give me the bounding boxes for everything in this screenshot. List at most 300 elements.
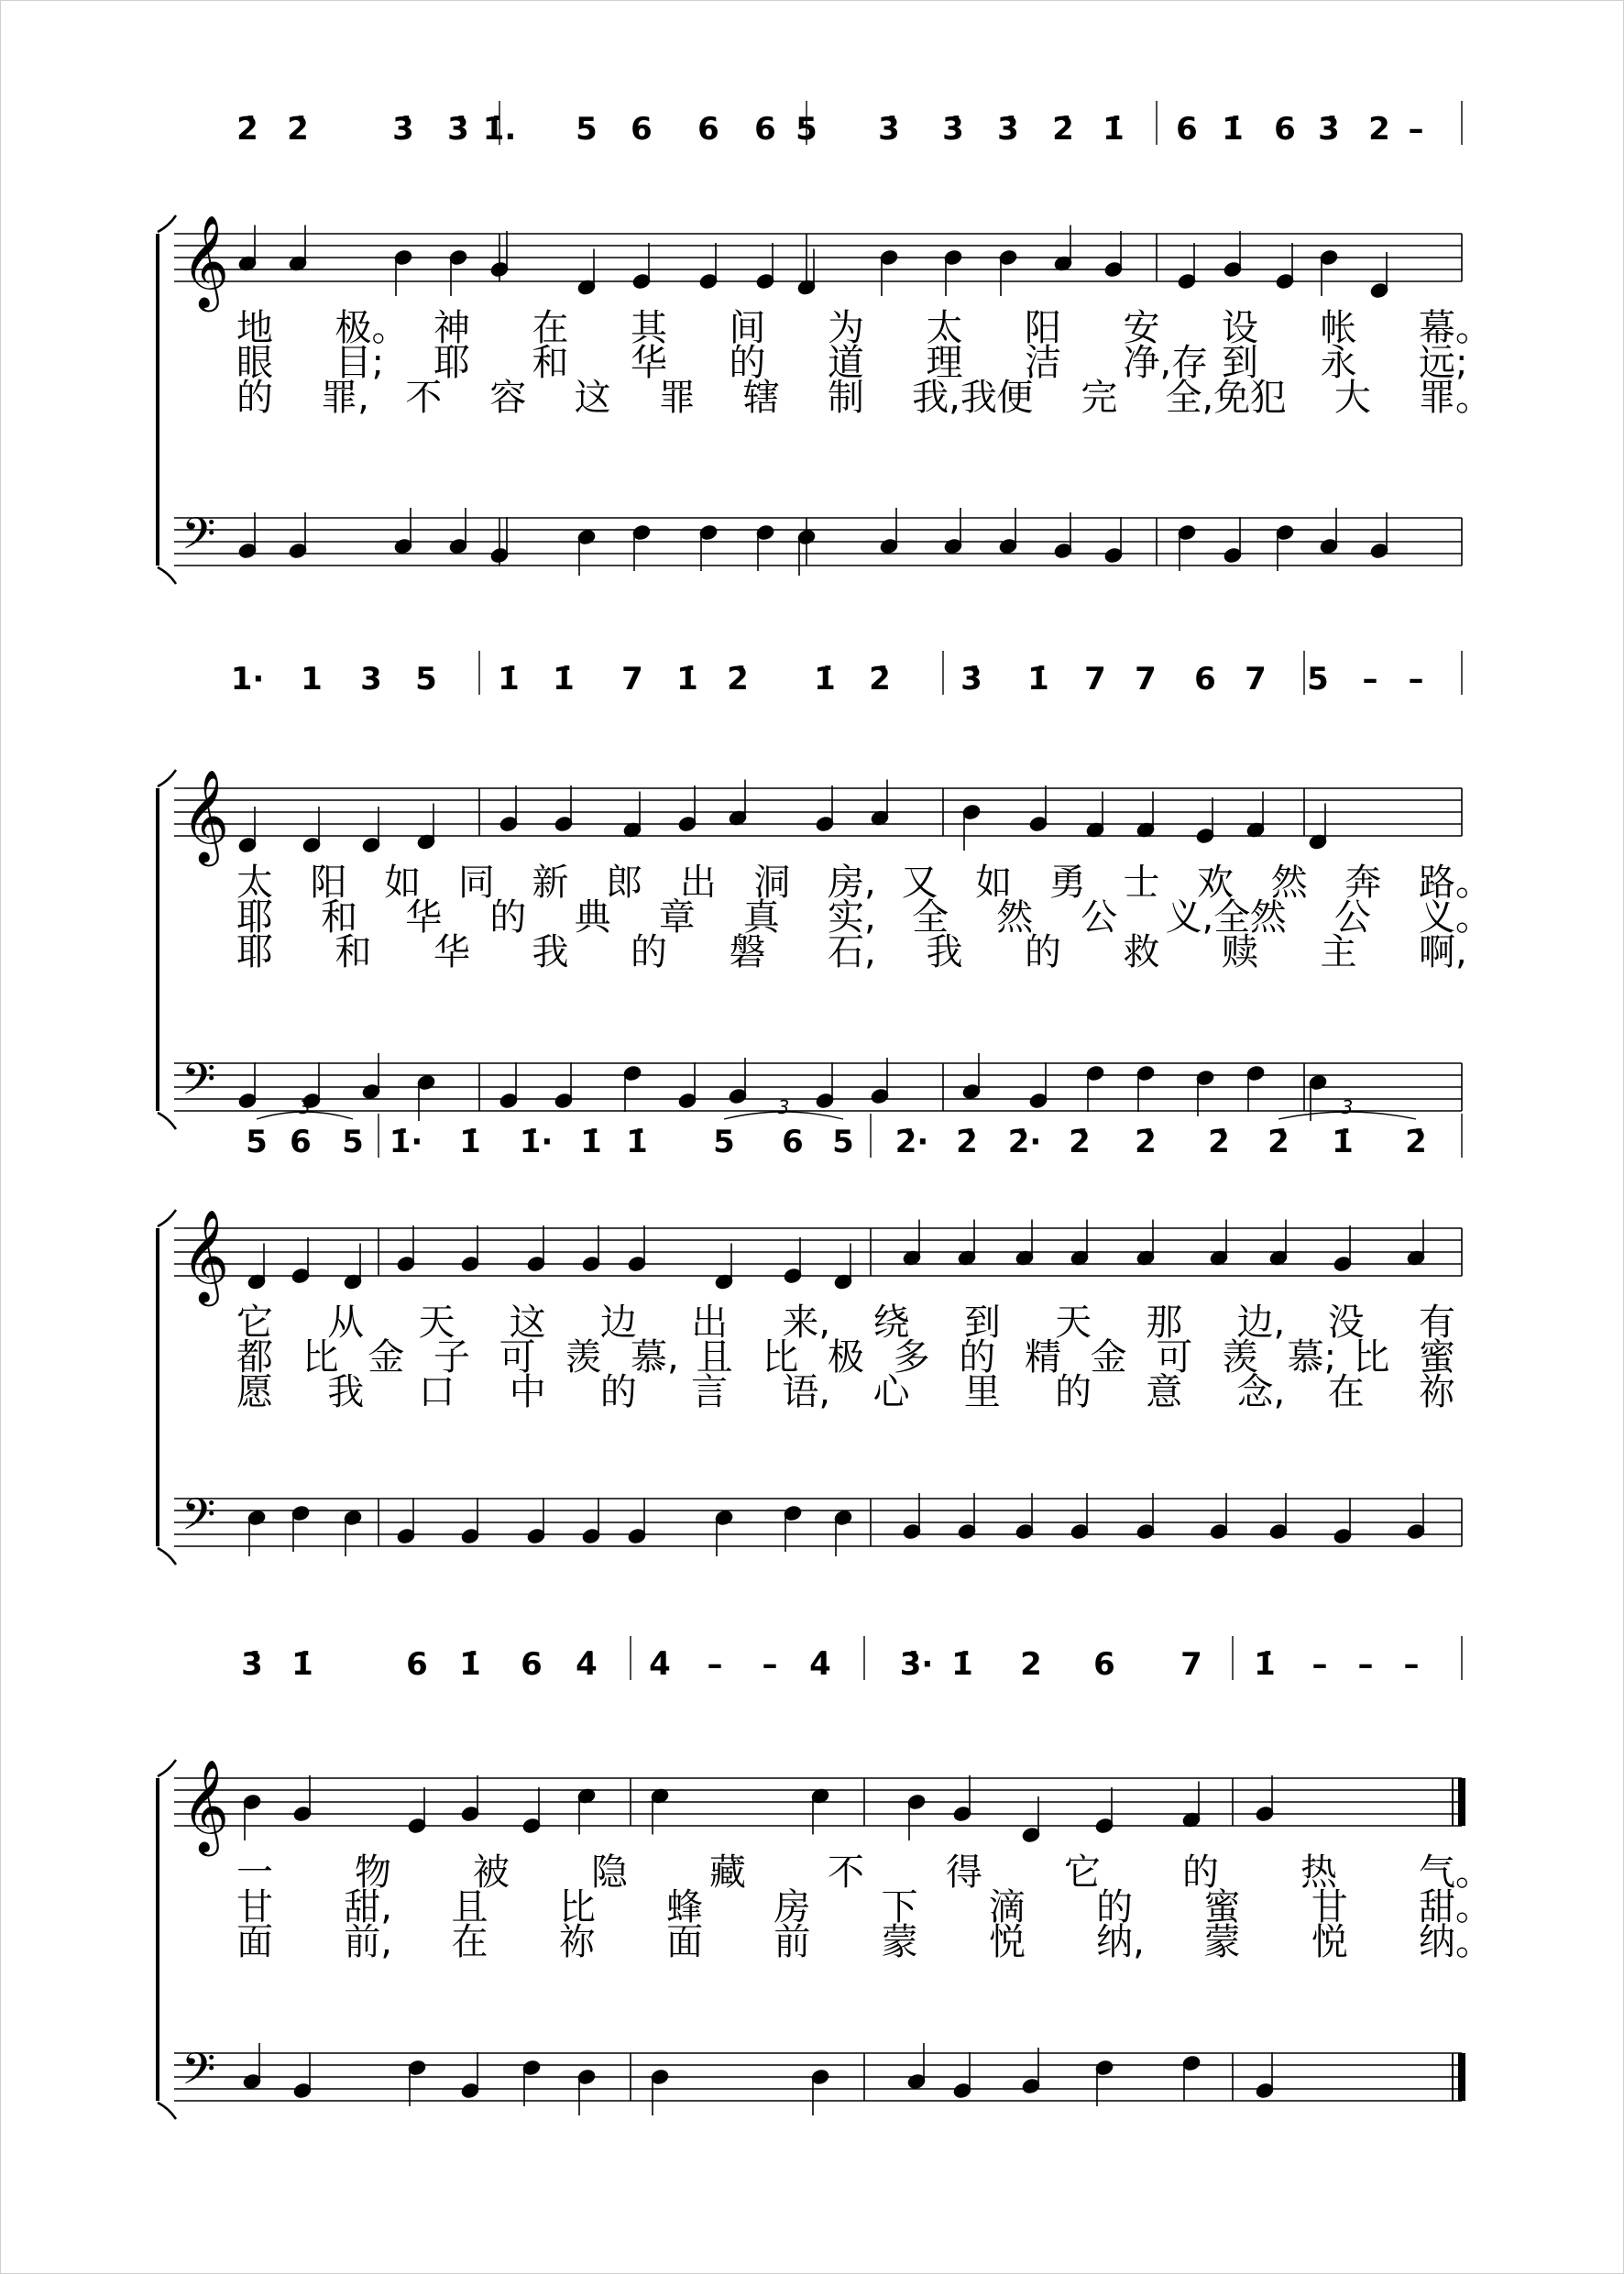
jianpu-note: 1̇ <box>553 661 575 698</box>
lyric-syllable: 比 <box>558 1886 596 1928</box>
lyric-syllable: 华 <box>631 342 667 384</box>
lyric-syllable: 勇 <box>1048 862 1086 904</box>
notehead <box>238 543 257 559</box>
notehead <box>582 1528 600 1544</box>
notehead <box>490 547 509 564</box>
notehead <box>816 1093 834 1109</box>
jianpu-note: 2̇ <box>1267 1124 1289 1160</box>
lyric-syllable: 有 <box>1419 1302 1455 1344</box>
notehead <box>1370 543 1388 559</box>
notehead <box>417 1074 435 1091</box>
system-1 <box>158 101 1492 584</box>
lyric-syllable: 这 <box>574 377 611 419</box>
jianpu-note: 1̇ <box>1222 111 1244 148</box>
notehead <box>944 538 962 555</box>
jianpu-note: 7 <box>621 661 643 698</box>
jianpu-note: 6 <box>1176 111 1198 148</box>
lyric-syllable: 然 <box>1249 896 1287 939</box>
lyric-syllable: 且 <box>451 1886 488 1928</box>
lyric-syllable: 净,存 <box>1123 342 1209 384</box>
lyric-syllable: 罪。 <box>1419 377 1492 419</box>
notehead <box>362 1083 380 1100</box>
notehead <box>632 524 651 541</box>
bass-clef-icon: 𝄢 <box>181 508 216 570</box>
notehead <box>1029 1093 1048 1109</box>
lyric-syllable: 义。 <box>1419 896 1492 939</box>
lyric-syllable: 洁 <box>1025 342 1061 384</box>
notehead <box>449 538 467 555</box>
notehead <box>1029 816 1048 832</box>
lyric-syllable: 然 <box>996 896 1034 939</box>
lyric-syllable: 耶 <box>236 931 273 973</box>
lyric-syllable: 比 <box>762 1336 799 1379</box>
lyric-syllable: 口 <box>418 1371 455 1413</box>
lyric-syllable: 我 <box>532 931 569 973</box>
notehead <box>1276 273 1294 290</box>
lyric-syllable: 比 <box>302 1336 339 1379</box>
lyric-syllable: 一 <box>236 1851 273 1894</box>
notehead <box>397 1256 415 1272</box>
notehead <box>651 2069 669 2085</box>
jianpu-note: – <box>1408 111 1424 148</box>
lyric-syllable: 子 <box>433 1336 470 1379</box>
lyric-syllable: 全,免 <box>1165 377 1251 419</box>
lyric-syllable: 啊, <box>1419 931 1467 973</box>
jianpu-note: 1· <box>230 661 265 698</box>
notehead <box>797 529 816 545</box>
lyric-syllable: 那 <box>1146 1302 1183 1344</box>
treble-staff <box>174 1208 1462 1307</box>
bass-clef-icon: 𝄢 <box>181 1489 216 1551</box>
lyric-syllable: 甜。 <box>1419 1886 1492 1928</box>
lyric-syllable: 如 <box>975 862 1013 904</box>
notehead <box>1022 2078 1040 2094</box>
lyric-syllable: 都 <box>236 1336 273 1379</box>
lyric-syllable: 我,我 <box>912 377 997 419</box>
lyric-syllable: 阳 <box>1025 307 1061 349</box>
notehead <box>582 1256 600 1272</box>
notehead <box>1246 1065 1265 1082</box>
jianpu-note: 2̇ <box>956 1124 978 1160</box>
jianpu-note: 3̇ <box>942 111 964 148</box>
lyric-syllable: 天 <box>418 1302 455 1344</box>
lyric-syllable: 奔 <box>1344 862 1382 904</box>
notehead <box>394 249 412 266</box>
jianpu-note: 3̇ <box>241 1646 263 1683</box>
lyric-syllable: 设 <box>1222 307 1258 349</box>
notehead <box>1256 1806 1274 1822</box>
bracket-hook <box>158 1210 176 1226</box>
lyric-syllable: 在 <box>451 1921 488 1963</box>
notehead <box>699 524 718 541</box>
lyric-syllable: 物 <box>355 1851 391 1894</box>
lyric-syllable: 章 <box>658 896 696 939</box>
notehead <box>238 1093 257 1109</box>
lyric-syllable: 心 <box>872 1371 910 1413</box>
notehead <box>461 1528 479 1544</box>
notehead <box>291 1268 310 1284</box>
notehead <box>408 2060 426 2076</box>
lyric-syllable: 的 <box>236 377 273 419</box>
jianpu-note: 6 <box>782 1124 804 1160</box>
notehead <box>394 538 412 555</box>
lyric-syllable: 救 <box>1123 931 1160 973</box>
notehead <box>1070 1523 1089 1540</box>
lyric-syllable: 极 <box>828 1336 864 1379</box>
lyric-syllable: 制 <box>828 377 864 419</box>
lyric-syllable: 又 <box>901 862 938 904</box>
jianpu-note: 5 <box>832 1124 854 1160</box>
jianpu-note: 2̇· <box>1007 1124 1042 1160</box>
bracket-hook <box>158 215 176 232</box>
jianpu-note: 3̇ <box>392 111 414 148</box>
notehead <box>953 1806 971 1822</box>
lyric-syllable: 可 <box>1156 1336 1193 1379</box>
lyric-syllable: 实, <box>828 896 876 939</box>
jianpu-note: 6 <box>697 111 719 148</box>
lyric-syllable: 华 <box>405 896 443 939</box>
jianpu-note: – <box>707 1646 723 1683</box>
notehead <box>243 1794 261 1810</box>
lyric-syllable: 可 <box>499 1336 536 1379</box>
notehead <box>289 543 307 559</box>
lyric-syllable: 滴 <box>988 1886 1026 1928</box>
jianpu-note: 1̇. <box>482 111 517 148</box>
notehead <box>461 1806 479 1822</box>
lyric-syllable: 蜜 <box>1419 1336 1455 1379</box>
lyric-syllable: 它 <box>236 1302 273 1344</box>
jianpu-note: 6 <box>1194 661 1216 698</box>
notehead <box>1136 1523 1155 1540</box>
lyric-syllable: 公 <box>1333 896 1371 939</box>
lyric-syllable: 的 <box>1025 931 1061 973</box>
jianpu-note: 1 <box>301 661 323 698</box>
lyric-syllable: 全 <box>912 896 949 939</box>
lyric-syllable: 念, <box>1236 1371 1286 1413</box>
jianpu-note: 1̇ <box>459 1124 481 1160</box>
jianpu-note: 2 <box>1020 1646 1042 1683</box>
lyric-syllable: 赎 <box>1222 931 1258 973</box>
jianpu-note: 2̇ <box>1069 1124 1091 1160</box>
bracket-hook <box>158 1113 176 1129</box>
lyric-syllable: 面 <box>236 1921 273 1963</box>
jianpu-note: 4̇ <box>649 1646 671 1683</box>
notehead <box>243 2073 261 2090</box>
jianpu-note: 5 <box>342 1124 364 1160</box>
lyric-syllable: 被 <box>473 1851 510 1894</box>
lyric-syllable: 蒙 <box>1203 1921 1241 1963</box>
lyric-syllable: 祢 <box>1419 1371 1455 1413</box>
notehead <box>715 1510 733 1526</box>
lyric-syllable: 公 <box>1081 896 1118 939</box>
notehead <box>1320 538 1338 555</box>
lyric-syllable: 典 <box>574 896 611 939</box>
notehead <box>907 1794 926 1810</box>
jianpu-note: 3̇ <box>447 111 469 148</box>
lyric-syllable: 便 <box>996 377 1034 419</box>
lyric-syllable: 甜, <box>344 1886 392 1928</box>
notehead <box>1256 2082 1274 2099</box>
lyric-syllable: 蒙 <box>881 1921 918 1963</box>
lyric-syllable: 言 <box>691 1371 729 1413</box>
lyric-syllable: 里 <box>963 1371 1001 1413</box>
lyric-syllable: 石, <box>828 931 876 973</box>
lyric-syllable: 悦 <box>988 1921 1026 1963</box>
lyric-syllable: 前, <box>344 1921 392 1963</box>
lyric-syllable: 远; <box>1419 342 1468 384</box>
notehead <box>1095 1818 1114 1834</box>
jianpu-note: 2̇· <box>894 1124 929 1160</box>
triplet-number: 3 <box>1341 1096 1354 1118</box>
lyric-syllable: 理 <box>926 342 963 384</box>
lyric-syllable: 真 <box>742 896 780 939</box>
notehead <box>962 804 981 820</box>
notehead <box>1104 261 1123 278</box>
lyric-syllable: 帐 <box>1320 307 1357 349</box>
lyric-syllable: 藏 <box>709 1851 746 1894</box>
lyric-syllable: 耶 <box>236 896 273 939</box>
jianpu-note: 2̇ <box>1208 1124 1230 1160</box>
jianpu-note: 5 <box>246 1124 268 1160</box>
notehead <box>1333 1528 1352 1544</box>
notehead <box>907 2073 926 2090</box>
notehead <box>999 249 1017 266</box>
bracket-hook <box>158 1760 176 1776</box>
lyric-syllable: 太 <box>236 862 273 904</box>
lyric-syllable: 绕 <box>872 1302 910 1344</box>
notehead <box>1015 1523 1034 1540</box>
lyric-syllable: 耶 <box>433 342 470 384</box>
jianpu-note: 5 <box>713 1124 735 1160</box>
treble-clef-icon: 𝄞 <box>181 214 230 308</box>
lyric-syllable: 目; <box>335 342 384 384</box>
notehead <box>1022 1827 1040 1843</box>
bracket-hook <box>158 2103 176 2119</box>
jianpu-note: 2̇ <box>287 111 309 148</box>
lyric-syllable: 到 <box>1222 342 1258 384</box>
notehead <box>499 1093 518 1109</box>
notehead <box>1182 2055 1201 2071</box>
bass-staff <box>174 1053 1462 1121</box>
notehead <box>1054 543 1072 559</box>
jianpu-note: 7 <box>1135 661 1157 698</box>
jianpu-note: 4̇ <box>809 1646 831 1683</box>
notehead <box>962 1083 981 1100</box>
jianpu-note: 1̇ <box>291 1646 313 1683</box>
lyric-syllable: 慕; <box>1287 1336 1337 1379</box>
lyric-syllable: 大 <box>1333 377 1371 419</box>
lyric-syllable: 和 <box>321 896 358 939</box>
notehead <box>784 1505 802 1521</box>
bass-clef-icon: 𝄢 <box>181 1053 216 1115</box>
lyric-syllable: 洞 <box>753 862 791 904</box>
lyric-syllable: 慕, <box>631 1336 679 1379</box>
lyric-syllable: 金 <box>1090 1336 1127 1379</box>
treble-staff <box>174 768 1462 867</box>
notehead <box>577 2069 596 2085</box>
lyric-syllable: 金 <box>368 1336 405 1379</box>
notehead <box>1320 249 1338 266</box>
lyric-syllable: 蜂 <box>666 1886 704 1928</box>
jianpu-note: 1̇ <box>459 1646 481 1683</box>
lyric-syllable: 士 <box>1123 862 1160 904</box>
lyric-syllable: 悦 <box>1311 1921 1348 1963</box>
lyric-syllable: 阳 <box>310 862 347 904</box>
notehead <box>291 1505 310 1521</box>
lyric-syllable: 容 <box>489 377 527 419</box>
notehead <box>522 1818 541 1834</box>
notehead <box>397 1528 415 1544</box>
treble-staff <box>174 1758 1465 1857</box>
jianpu-note: 4̇ <box>576 1646 598 1683</box>
lyric-syllable: 的 <box>959 1336 996 1379</box>
notehead <box>871 1088 889 1104</box>
notehead <box>449 249 467 266</box>
lyric-syllable: 罪 <box>658 377 696 419</box>
notehead <box>362 837 380 853</box>
notehead <box>1269 1523 1288 1540</box>
lyric-syllable: 犯 <box>1249 377 1287 419</box>
notehead <box>577 529 596 545</box>
notehead <box>678 1093 697 1109</box>
lyric-syllable: 羡 <box>565 1336 602 1379</box>
lyric-syllable: 出 <box>679 862 717 904</box>
system-4 <box>158 1636 1492 2119</box>
notehead <box>1223 547 1242 564</box>
jianpu-note: 1̇ <box>580 1124 602 1160</box>
lyric-syllable: 华 <box>433 931 470 973</box>
notehead <box>1333 1256 1352 1272</box>
lyric-syllable: 的 <box>1096 1886 1134 1928</box>
jianpu-note: – <box>1311 1646 1328 1683</box>
lyric-syllable: 和 <box>335 931 372 973</box>
lyric-syllable: 的 <box>729 342 766 384</box>
notehead <box>1407 1523 1425 1540</box>
notehead <box>1136 1065 1155 1082</box>
notehead <box>1095 2060 1114 2076</box>
lyric-syllable: 比 <box>1353 1336 1390 1379</box>
notehead <box>1309 1074 1327 1091</box>
lyric-syllable: 在 <box>1327 1371 1365 1413</box>
lyric-syllable: 如 <box>384 862 422 904</box>
notehead <box>1223 261 1242 278</box>
lyric-syllable: 边, <box>1236 1302 1286 1344</box>
jianpu-note: – <box>1357 1646 1374 1683</box>
lyric-syllable: 下 <box>881 1886 918 1928</box>
jianpu-note: 3̇· <box>899 1646 934 1683</box>
jianpu-note: 7 <box>1180 1646 1202 1683</box>
lyric-syllable: 祢 <box>558 1921 596 1963</box>
jianpu-note: 3̇ <box>960 661 982 698</box>
lyric-syllable: 为 <box>828 307 864 349</box>
notehead <box>490 261 509 278</box>
jianpu-note: 2̇ <box>727 661 749 698</box>
jianpu-note: 5 <box>576 111 598 148</box>
jianpu-note: – <box>1408 661 1424 698</box>
lyric-syllable: 愿 <box>236 1371 273 1413</box>
lyric-syllable: 的 <box>599 1371 637 1413</box>
notehead <box>1196 828 1214 844</box>
notehead <box>1086 1065 1104 1082</box>
lyric-syllable: 边 <box>599 1302 637 1344</box>
jianpu-note: 6 <box>1093 1646 1115 1683</box>
jianpu-note: 6 <box>754 111 776 148</box>
notehead <box>628 1256 646 1272</box>
lyric-syllable: 地 <box>236 307 273 349</box>
bracket-hook <box>158 567 176 584</box>
lyric-syllable: 中 <box>509 1371 546 1413</box>
notehead <box>1178 524 1196 541</box>
lyric-syllable: 从 <box>327 1302 365 1344</box>
lyric-syllable: 罪, <box>321 377 369 419</box>
lyric-syllable: 得 <box>946 1851 982 1894</box>
treble-staff <box>174 214 1462 313</box>
jianpu-note: – <box>1403 1646 1420 1683</box>
jianpu-note: 1̇ <box>951 1646 973 1683</box>
jianpu-note: 1̇· <box>389 1124 423 1160</box>
notehead <box>499 816 518 832</box>
notehead <box>628 1528 646 1544</box>
lyric-syllable: 主 <box>1320 931 1357 973</box>
notehead <box>554 1093 573 1109</box>
lyric-syllable: 前 <box>774 1921 811 1963</box>
notehead <box>756 273 774 290</box>
lyric-syllable: 郎 <box>606 862 643 904</box>
notehead <box>247 1510 266 1526</box>
jianpu-note: 2̇ <box>1405 1124 1427 1160</box>
jianpu-note: 2̇ <box>1135 1124 1157 1160</box>
lyric-syllable: 语, <box>782 1371 831 1413</box>
notehead <box>293 1806 312 1822</box>
notehead <box>1104 547 1123 564</box>
jianpu-note: 3̇ <box>878 111 900 148</box>
lyric-syllable: 道 <box>828 342 864 384</box>
jianpu-note: 1̇ <box>1103 111 1125 148</box>
lyric-syllable: 面 <box>666 1921 704 1963</box>
treble-clef-icon: 𝄞 <box>181 768 230 862</box>
lyric-syllable: 房 <box>774 1886 811 1928</box>
lyric-syllable: 羡 <box>1222 1336 1258 1379</box>
jianpu-note: 3̇ <box>997 111 1019 148</box>
triplet-number: 3 <box>777 1096 790 1118</box>
lyric-syllable: 太 <box>926 307 963 349</box>
jianpu-note: 1̇ <box>814 661 836 698</box>
jianpu-note: 5 <box>796 111 817 148</box>
notehead <box>408 1818 426 1834</box>
notehead <box>527 1528 545 1544</box>
lyric-syllable: 房, <box>828 862 876 904</box>
notehead <box>623 1065 642 1082</box>
lyric-syllable: 它 <box>1064 1851 1101 1894</box>
notehead <box>632 273 651 290</box>
lyric-syllable: 不 <box>828 1851 864 1894</box>
lyric-syllable: 热 <box>1300 1851 1337 1894</box>
notehead <box>903 1523 921 1540</box>
jianpu-note: 2 <box>1368 111 1390 148</box>
notehead <box>1210 1523 1228 1540</box>
notehead <box>880 538 898 555</box>
lyric-syllable: 这 <box>509 1302 546 1344</box>
lyric-syllable: 其 <box>631 307 667 349</box>
lyric-syllable: 我 <box>926 931 963 973</box>
jianpu-note: – <box>1362 661 1378 698</box>
lyric-syllable: 我 <box>327 1371 365 1413</box>
lyric-syllable: 隐 <box>591 1851 628 1894</box>
system-3 <box>158 1096 1462 1565</box>
notehead <box>1370 282 1388 299</box>
jianpu-note: 1̇ <box>676 661 698 698</box>
lyric-syllable: 到 <box>963 1302 1001 1344</box>
